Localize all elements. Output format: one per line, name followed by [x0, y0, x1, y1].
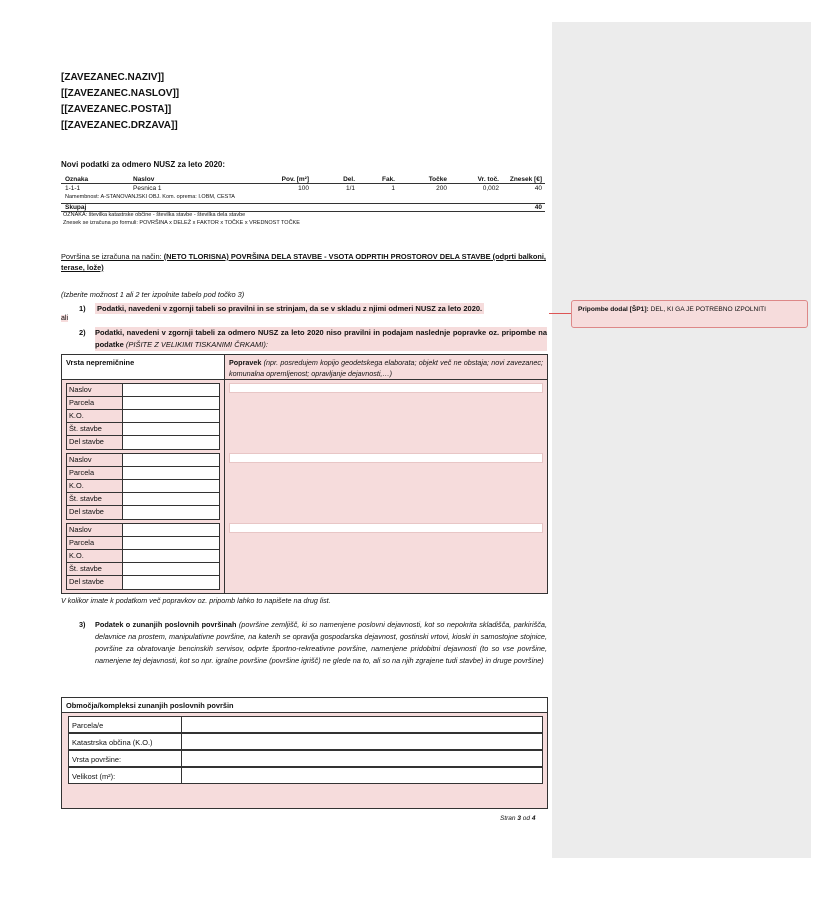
outdoor-input-ko[interactable] — [182, 734, 542, 749]
addressee-address: [[ZAVEZANEC.NASLOV]] — [61, 88, 180, 99]
option-3-description: (površine zemljišč, ki so namenjene poslovni dejavnosti, kot so nepokrita skladišča, parkirišča, delavnice na prostem, manipulativne površine, na katerih se opravlja gospodarska dejavnost, gostinski vrtovi, kioski in samostojne stojnice, površine za obratovanje bencinskih servisov, odprte športno-rekreativne površine, namenjene pridobitni dejavnosti (to so vse površine, namenjene tej dejavnosti, kot so npr. igralne površine (površine igrišč) ne glede na to, ali so na njih zgrajene tudi stavbe) in druge površine) — [95, 620, 547, 665]
purpose-line: Namembnost: A-STANOVANJSKI OBJ. Kom. oprema: I.OBM, CESTA — [65, 194, 235, 200]
field-label-parcela: Parcela — [67, 467, 123, 479]
property-type-header: Vrsta nepremičnine — [62, 355, 225, 380]
outdoor-row-ko — [68, 733, 543, 750]
outdoor-row-parcela — [68, 716, 543, 733]
corrections-column — [225, 380, 547, 593]
area-calculation-note — [61, 251, 547, 273]
section-title: Novi podatki za odmero NUSZ za leto 2020: — [61, 160, 226, 169]
naslov-input-1[interactable] — [123, 384, 219, 396]
formula-note: Znesek se izračuna po formuli: POVRŠINA x DELEŽ x FAKTOR x TOČKE x VREDNOST TOČKE — [63, 220, 300, 226]
field-label-naslov: Naslov — [67, 384, 123, 396]
cell-faktor: 1 — [391, 185, 395, 192]
calc-formula: (NETO TLORISNA) POVRŠINA DELA STAVBE - VSOTA ODPRTIH PROSTOROV DELA STAVBE (odprti balkoni, terase, lože) — [61, 252, 546, 272]
outdoor-label-ko: Katastrska občina (K.O.) — [69, 734, 182, 749]
option-1-number: 1) — [79, 304, 86, 313]
outdoor-label-parcela: Parcela/e — [69, 717, 182, 732]
total-label: Skupaj — [65, 204, 87, 211]
comment-author: Pripombe dodal [ŠP1]: — [578, 306, 649, 313]
field-label-ko: K.O. — [67, 480, 123, 492]
field-label-del-stavbe: Del stavbe — [67, 506, 123, 519]
comment-balloon[interactable] — [571, 300, 808, 328]
field-label-st-stavbe: Št. stavbe — [67, 423, 123, 435]
page-number — [500, 815, 535, 822]
header-tocke: Točke — [428, 175, 447, 183]
page-prefix: Stran — [500, 815, 518, 822]
st-stavbe-input-3[interactable] — [123, 563, 219, 575]
header-delez: Del. — [343, 175, 355, 183]
addressee-country: [[ZAVEZANEC.DRZAVA]] — [61, 120, 178, 131]
outdoor-areas-title: Območja/kompleksi zunanjih poslovnih površin — [62, 698, 547, 713]
option-3-number: 3) — [79, 620, 86, 629]
parcela-input-1[interactable] — [123, 397, 219, 409]
property-block-1 — [66, 383, 220, 450]
correction-input-3[interactable] — [229, 523, 543, 533]
correction-header-title: Popravek — [229, 358, 262, 367]
field-label-parcela: Parcela — [67, 537, 123, 549]
field-label-naslov: Naslov — [67, 524, 123, 536]
correction-input-2[interactable] — [229, 453, 543, 463]
field-label-ko: K.O. — [67, 410, 123, 422]
comment-connector — [549, 313, 571, 314]
correction-input-1[interactable] — [229, 383, 543, 393]
cell-vrednost-tocke: 0,002 — [482, 185, 499, 192]
option-or-label: ali — [61, 315, 69, 322]
field-label-del-stavbe: Del stavbe — [67, 436, 123, 449]
option-2-number: 2) — [79, 328, 86, 337]
field-label-naslov: Naslov — [67, 454, 123, 466]
total-value: 40 — [534, 204, 542, 211]
header-vrednost-tocke: Vr. toč. — [477, 175, 499, 183]
cell-delez: 1/1 — [345, 185, 355, 192]
field-label-parcela: Parcela — [67, 397, 123, 409]
property-block-2 — [66, 453, 220, 520]
cell-znesek: 40 — [534, 185, 542, 192]
cell-naslov: Pesnica 1 — [133, 185, 162, 192]
page-current: 3 — [517, 815, 521, 822]
option-1-text[interactable]: Podatki, navedeni v zgornji tabeli so pravilni in se strinjam, da se v skladu z njimi odmeri NUSZ za leto 2020. — [97, 304, 483, 313]
field-label-del-stavbe: Del stavbe — [67, 576, 123, 589]
parcela-input-2[interactable] — [123, 467, 219, 479]
property-blocks-column — [62, 380, 225, 593]
outdoor-row-velikost — [68, 767, 543, 784]
extra-corrections-note: V kolikor imate k podatkom več popravkov oz. pripomb lahko to napišete na drug list. — [61, 596, 331, 605]
ko-input-2[interactable] — [123, 480, 219, 492]
option-3-text — [95, 619, 547, 667]
outdoor-input-parcela[interactable] — [182, 717, 542, 732]
cell-oznaka: 1-1-1 — [65, 185, 81, 192]
field-label-ko: K.O. — [67, 550, 123, 562]
page-total: 4 — [531, 815, 536, 822]
header-naslov: Naslov — [133, 175, 155, 183]
option-1 — [61, 301, 549, 326]
del-stavbe-input-2[interactable] — [123, 506, 219, 519]
oznaka-note: OZNAKA: številka katastrske občine - številka stavbe - številka dela stavbe — [63, 212, 246, 218]
option-3-title: Podatek o zunanjih poslovnih površinah — [95, 620, 237, 629]
parcela-input-3[interactable] — [123, 537, 219, 549]
choose-instruction: (Izberite možnost 1 ali 2 ter izpolnite tabelo pod točko 3) — [61, 290, 245, 299]
header-faktor: Fak. — [381, 175, 395, 183]
header-oznaka: Oznaka — [65, 175, 89, 183]
outdoor-input-velikost[interactable] — [182, 768, 542, 783]
addressee-post: [[ZAVEZANEC.POSTA]] — [61, 104, 172, 115]
outdoor-input-vrsta[interactable] — [182, 751, 542, 766]
header-povrsina: Pov. [m²] — [281, 175, 309, 183]
correction-header-hint: (npr. posredujem kopijo geodetskega elaborata; objekt več ne obstaja; novi zavezanec; komunalna opremljenost; opravljanje dejavnosti,…) — [229, 358, 543, 378]
st-stavbe-input-1[interactable] — [123, 423, 219, 435]
nusz-data-table — [61, 175, 545, 228]
comment-text: DEL, KI GA JE POTREBNO IZPOLNITI — [650, 306, 766, 313]
outdoor-row-vrsta — [68, 750, 543, 767]
table-header-row — [61, 175, 545, 184]
page-middle: od — [520, 815, 532, 822]
total-row — [61, 203, 545, 212]
del-stavbe-input-1[interactable] — [123, 436, 219, 449]
outdoor-label-vrsta: Vrsta površine: — [69, 751, 182, 766]
naslov-input-3[interactable] — [123, 524, 219, 536]
naslov-input-2[interactable] — [123, 454, 219, 466]
del-stavbe-input-3[interactable] — [123, 576, 219, 589]
header-znesek: Znesek [€] — [509, 175, 542, 183]
st-stavbe-input-2[interactable] — [123, 493, 219, 505]
correction-header — [225, 355, 547, 380]
cell-povrsina: 100 — [298, 185, 309, 192]
option-2-text[interactable] — [95, 327, 547, 351]
ko-input-1[interactable] — [123, 410, 219, 422]
comments-margin — [552, 22, 811, 858]
corrections-table — [61, 354, 548, 594]
ko-input-3[interactable] — [123, 550, 219, 562]
option-2-body: Podatki, navedeni v zgornji tabeli za odmero NUSZ za leto 2020 niso pravilni in podajam naslednje popravke oz. pripombe na podatke — [95, 328, 547, 349]
option-2-instruction: (PIŠITE Z VELIKIMI TISKANIMI ČRKAMI): — [125, 340, 268, 349]
addressee-name: [ZAVEZANEC.NAZIV]] — [61, 72, 165, 83]
field-label-st-stavbe: Št. stavbe — [67, 563, 123, 575]
cell-tocke: 200 — [436, 185, 447, 192]
outdoor-areas-table — [61, 697, 548, 809]
calc-prefix: Površina se izračuna na način: — [61, 252, 164, 261]
property-block-3 — [66, 523, 220, 590]
field-label-st-stavbe: Št. stavbe — [67, 493, 123, 505]
table-row — [61, 184, 545, 193]
outdoor-label-velikost: Velikost (m²): — [69, 768, 182, 783]
